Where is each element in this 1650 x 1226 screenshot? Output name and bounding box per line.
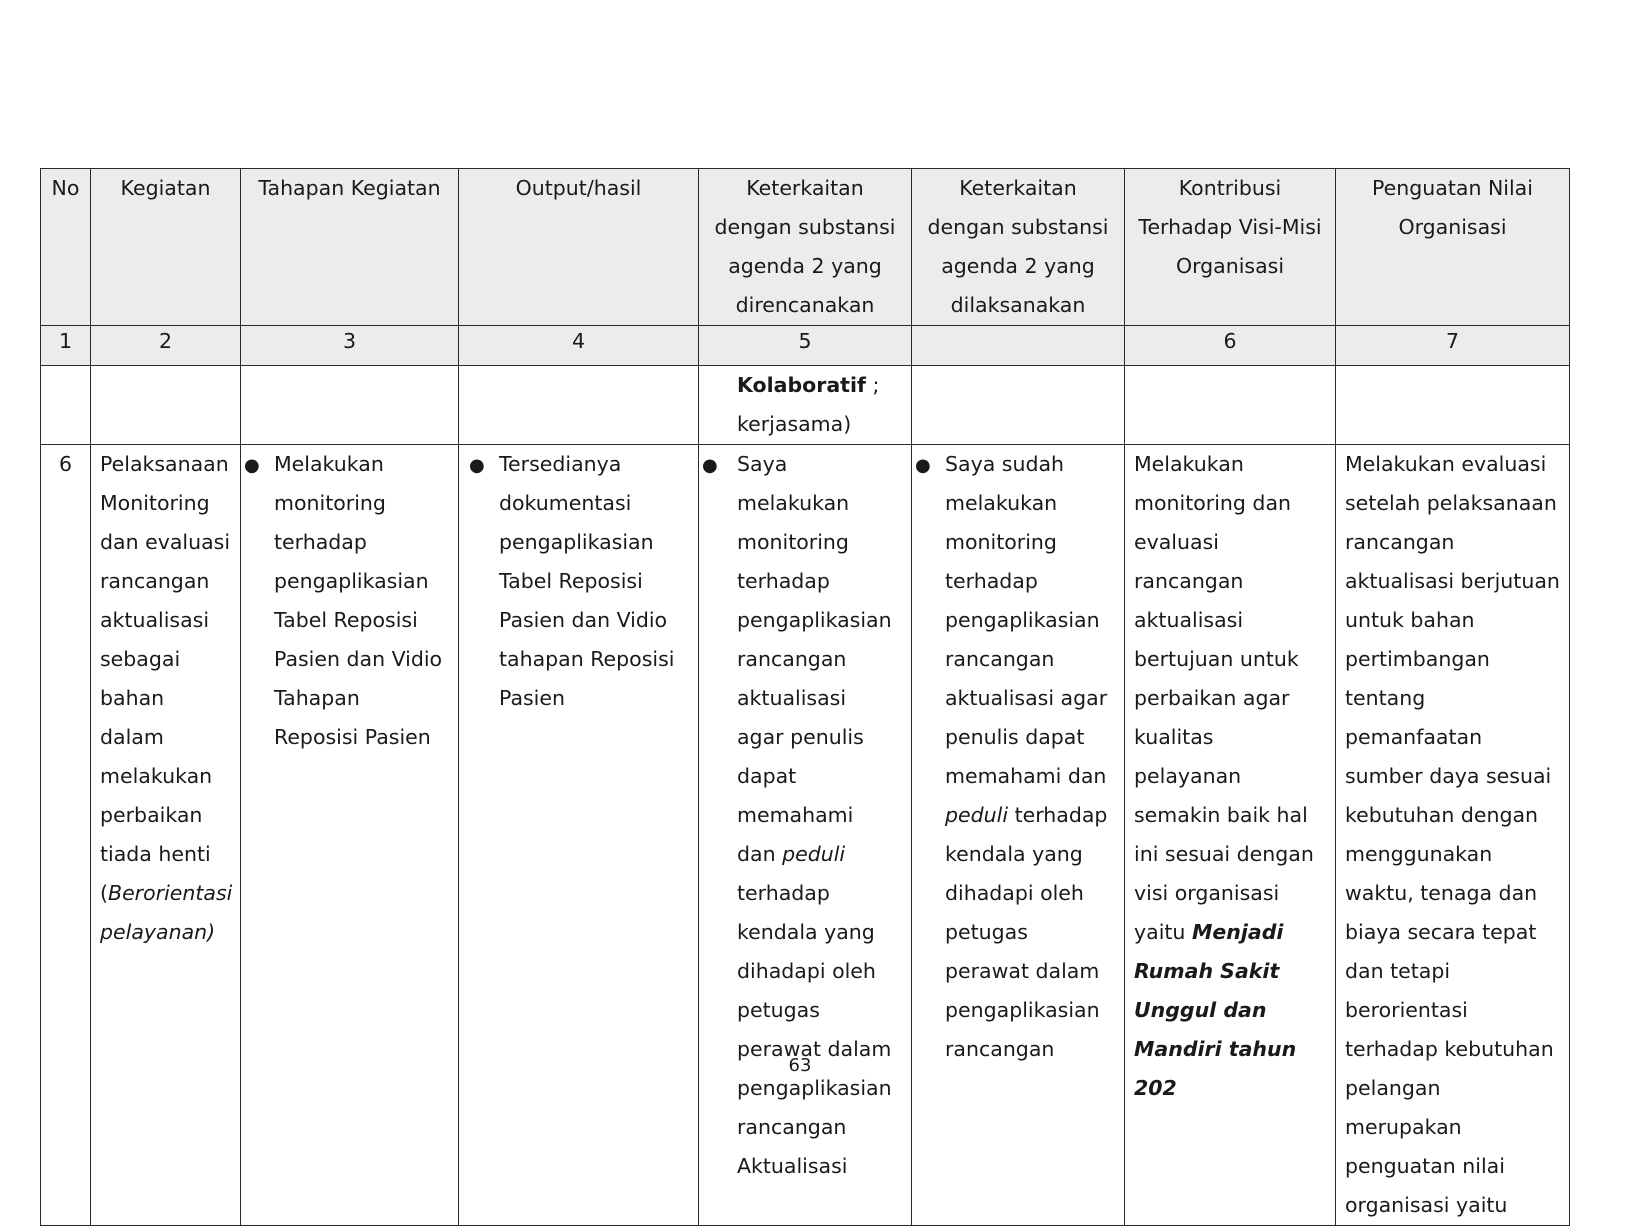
header-penguatan: Penguatan Nilai Organisasi: [1336, 169, 1570, 326]
bullet-icon: ●: [915, 455, 931, 476]
header-no: No: [41, 169, 91, 326]
continuation-semicolon: ;: [865, 373, 880, 397]
kegiatan-paren: (: [100, 881, 108, 905]
bullet-icon: ●: [244, 455, 260, 476]
header-output: Output/hasil: [459, 169, 699, 326]
row-number: 6: [41, 445, 91, 1226]
tahapan-cell: [241, 445, 459, 1226]
column-number: 2: [91, 326, 241, 366]
kegiatan-text: Pelaksanaan Monitoring dan evaluasi rancangan aktualisasi sebagai bahan dalam melakukan perbaikan tiada henti: [100, 452, 231, 866]
keterkaitan-dilaksanakan-cell: [912, 445, 1125, 1226]
output-cell: [459, 445, 699, 1226]
kontribusi-cell: [1125, 445, 1336, 1226]
continuation-row: [41, 366, 1570, 445]
column-number: 4: [459, 326, 699, 366]
rencana-text-after: terhadap kendala yang dihadapi oleh petugas perawat dalam pengaplikasian rancangan Aktualisasi: [737, 881, 892, 1178]
empty-cell: [41, 366, 91, 445]
page-number: 63: [788, 1055, 812, 1076]
keterkaitan-dilaksanakan-text: [912, 445, 1115, 1069]
header-tahapan: Tahapan Kegiatan: [241, 169, 459, 326]
laksana-text-before: Saya sudah melakukan monitoring terhadap pengaplikasian rancangan aktualisasi agar penulis dapat memahami dan: [945, 452, 1108, 788]
bullet-icon: ●: [702, 455, 718, 476]
continuation-cell: [699, 366, 912, 445]
column-number: 7: [1336, 326, 1570, 366]
kegiatan-cell: [91, 445, 241, 1226]
penguatan-cell: Melakukan evaluasi setelah pelaksanaan rancangan aktualisasi berjutuan untuk bahan pertimbangan tentang pemanfaatan sumber daya sesuai kebutuhan dengan menggunakan waktu, tenaga dan biaya secara tepat dan tetapi berorientasi terhadap kebutuhan pelangan merupakan penguatan nilai organisasi yaitu: [1336, 445, 1570, 1226]
header-kontribusi: Kontribusi Terhadap Visi-Misi Organisasi: [1125, 169, 1336, 326]
rencana-italic-term: peduli: [782, 842, 846, 866]
column-number-row: [41, 326, 1570, 366]
column-number: 6: [1125, 326, 1336, 366]
output-text: Tersedianya dokumentasi pengaplikasian Tabel Reposisi Pasien dan Vidio tahapan Reposisi Pasien: [499, 452, 675, 710]
empty-cell: [459, 366, 699, 445]
visi-statement: Menjadi Rumah Sakit Unggul dan Mandiri tahun 202: [1134, 920, 1297, 1100]
header-row: [41, 169, 1570, 326]
tahapan-text: Melakukan monitoring terhadap pengaplikasian Tabel Reposisi Pasien dan Vidio Tahapan Reposisi Pasien: [274, 452, 443, 749]
continuation-text: kerjasama): [737, 412, 852, 436]
keterkaitan-direncanakan-cell: [699, 445, 912, 1226]
header-keterkaitan-dilaksanakan: Keterkaitan dengan substansi agenda 2 yang dilaksanakan: [912, 169, 1125, 326]
bullet-icon: ●: [469, 455, 485, 476]
rencana-text-before: Saya melakukan monitoring terhadap pengaplikasian rancangan aktualisasi agar penulis dapat memahami dan: [737, 452, 892, 866]
kolaboratif-term: Kolaboratif: [737, 373, 866, 397]
empty-cell: [241, 366, 459, 445]
header-kegiatan: Kegiatan: [91, 169, 241, 326]
empty-cell: [1125, 366, 1336, 445]
empty-cell: [1336, 366, 1570, 445]
empty-cell: [912, 366, 1125, 445]
column-number: 3: [241, 326, 459, 366]
laksana-italic-term: peduli: [945, 803, 1009, 827]
table-row: [41, 445, 1570, 1226]
laksana-text-after: terhadap kendala yang dihadapi oleh petugas perawat dalam pengaplikasian rancangan: [945, 803, 1108, 1061]
kegiatan-value-italic: Berorientasi pelayanan): [100, 881, 233, 944]
empty-cell: [91, 366, 241, 445]
header-keterkaitan-direncanakan: Keterkaitan dengan substansi agenda 2 yang direncanakan: [699, 169, 912, 326]
column-number: 5: [699, 326, 912, 366]
column-number: [912, 326, 1125, 366]
column-number: 1: [41, 326, 91, 366]
kontribusi-text: Melakukan monitoring dan evaluasi rancangan aktualisasi bertujuan untuk perbaikan agar kualitas pelayanan semakin baik hal ini sesuai dengan visi organisasi yaitu: [1134, 452, 1314, 944]
